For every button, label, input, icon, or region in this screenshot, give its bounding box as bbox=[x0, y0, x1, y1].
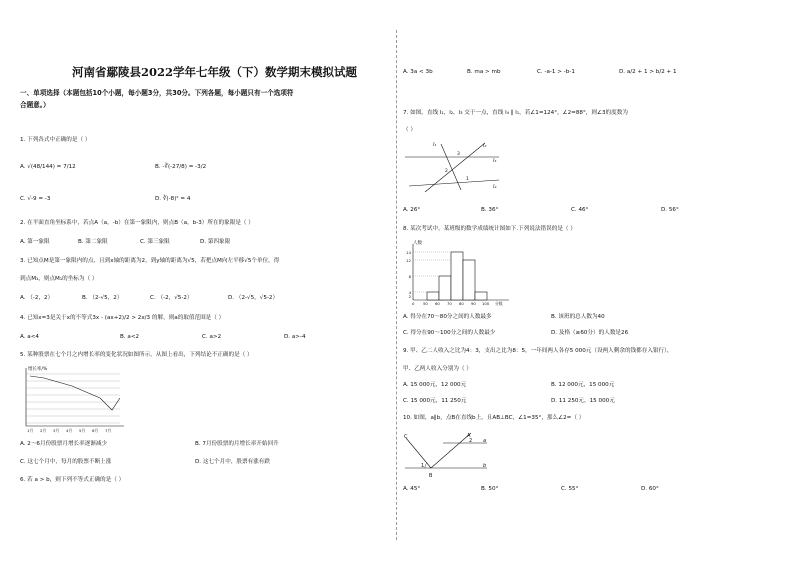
q1-option-a: A. √(48/144) = 7/12 bbox=[20, 164, 76, 170]
q1-option-c: C. √-9 = -3 bbox=[20, 196, 51, 202]
q4-option-c: C. a>2 bbox=[202, 334, 222, 340]
svg-text:2月: 2月 bbox=[40, 428, 47, 433]
q2-option-c: C. 第三象限 bbox=[140, 239, 170, 245]
q7-angle-2: 2 bbox=[445, 169, 448, 174]
q10-angle-1: 1 bbox=[421, 463, 425, 469]
section-heading-line1: 一、单项选择（本题包括10个小题，每小题3分，共30分。下列各题，每小题只有一个选项符 bbox=[20, 89, 294, 97]
q2-option-b: B. 第二象限 bbox=[78, 239, 108, 245]
q3-stem-line1: 3. 已知点M是第一象限内的点，且到x轴的距离为2，到y轴的距离为√5，若把点M向左平移√5个单位，得 bbox=[20, 258, 280, 264]
q7-label-l4: l₄ bbox=[493, 184, 497, 190]
q7-option-c: C. 46° bbox=[571, 207, 589, 213]
q3-option-c: C. （-2，√5-2） bbox=[150, 295, 193, 301]
q8-bar-90-100 bbox=[475, 292, 487, 300]
q7-stem-line1: 7. 如图，直线 l₁，l₂，l₃ 交于一点，直线 l₄ ∥ l₁，若∠1=124°，∠2=88°，则∠3的度数为 bbox=[403, 110, 628, 116]
q7-label-l3: l₃ bbox=[493, 158, 497, 164]
q5-ylabel: 增长率/% bbox=[28, 367, 48, 372]
q8-ytick-2: 2 bbox=[408, 294, 411, 299]
q7-figure bbox=[403, 138, 503, 196]
q3-option-a: A. （-2，2） bbox=[20, 295, 54, 301]
q8-bar-70-80 bbox=[451, 252, 463, 300]
q4-option-b: B. a<2 bbox=[120, 334, 140, 340]
q10-stem: 10. 如图，a∥b，点B在直线b上，且AB⊥BC，∠1=35°，那么∠2=（ ） bbox=[403, 415, 585, 421]
q6-stem: 6. 若 a > b，则下列不等式正确的是（ ） bbox=[20, 477, 125, 483]
q8-xtick-90: 90 bbox=[471, 301, 476, 306]
q10-segment-ba bbox=[431, 433, 471, 468]
q5-option-d: D. 这七个月中，股票有涨有跌 bbox=[195, 459, 270, 465]
q10-option-b: B. 50° bbox=[481, 486, 499, 492]
q8-xtick-70: 70 bbox=[447, 301, 452, 306]
q10-label-line-a: a bbox=[483, 438, 487, 444]
q2-option-d: D. 第四象限 bbox=[200, 239, 231, 245]
q4-stem: 4. 已知x=3是关于x的不等式3x - (ax+2)/2 > 2x/3 的解，则a的取值范围是（ ） bbox=[20, 315, 225, 321]
q8-option-c: C. 得分在90～100分之间的人数最少 bbox=[403, 330, 496, 336]
q8-ytick-8: 8 bbox=[408, 274, 411, 279]
q8-histogram bbox=[403, 236, 523, 308]
q8-xtick-80: 80 bbox=[459, 301, 464, 306]
q8-ytick-14: 14 bbox=[406, 250, 411, 255]
q8-bar-80-90 bbox=[463, 260, 475, 300]
q5-xlabels bbox=[27, 428, 111, 433]
q8-xtick-60: 60 bbox=[435, 301, 440, 306]
q7-line-l4 bbox=[409, 180, 499, 186]
q8-xtick-50: 50 bbox=[423, 301, 428, 306]
q8-option-b: B. 该班的总人数为40 bbox=[551, 314, 605, 320]
q2-stem: 2. 在平面直角坐标系中，若点A（a，-b）在第一象限内，则点B（a，b-3）所在的象限是（ ） bbox=[20, 220, 254, 226]
q7-option-b: B. 36° bbox=[481, 207, 499, 213]
q5-option-b: B. 7月份股票的月增长率开始回升 bbox=[195, 441, 279, 447]
svg-text:1月: 1月 bbox=[27, 428, 34, 433]
q10-option-c: C. 55° bbox=[561, 486, 579, 492]
q7-line-l2 bbox=[425, 143, 485, 192]
q9-stem-line2: 甲、乙两人收入分别为（ ） bbox=[403, 366, 472, 372]
q8-stem: 8. 某次考试中，某班级的数学成绩统计图如下.下列说法错误的是（ ） bbox=[403, 226, 576, 232]
q7-option-a: A. 26° bbox=[403, 207, 421, 213]
q9-option-c: C. 15 000元，11 250元 bbox=[403, 398, 467, 404]
svg-text:3月: 3月 bbox=[53, 428, 60, 433]
q8-option-a: A. 得分在70～80分之间的人数最多 bbox=[403, 314, 492, 320]
q6-option-b: B. ma > mb bbox=[467, 69, 501, 75]
q9-option-d: D. 11 250元，15 000元 bbox=[551, 398, 615, 404]
q1-option-b: B. -∛(-27/8) = -3/2 bbox=[155, 164, 207, 170]
q10-label-b-point: B bbox=[429, 473, 433, 479]
q8-option-d: D. 及格（≥60分）的人数是26 bbox=[551, 330, 629, 336]
q10-angle-2: 2 bbox=[469, 438, 473, 444]
q8-bar-50-60 bbox=[427, 292, 439, 300]
q8-bar-60-70 bbox=[439, 276, 451, 300]
q7-label-l1: l₁ bbox=[433, 142, 437, 148]
section-heading-line2: 合题意。） bbox=[20, 101, 50, 109]
q2-option-a: A. 第一象限 bbox=[20, 239, 50, 245]
right-column bbox=[397, 0, 794, 562]
q9-option-b: B. 12 000元，15 000元 bbox=[551, 382, 615, 388]
q8-xunit: 分数 bbox=[495, 301, 503, 306]
q6-option-d: D. a/2 + 1 > b/2 + 1 bbox=[619, 69, 677, 75]
q10-label-c: C bbox=[404, 434, 408, 440]
q8-ylabel: 人数 bbox=[413, 241, 422, 246]
q7-angle-3: 3 bbox=[457, 152, 460, 157]
q10-segment-cb bbox=[406, 438, 431, 468]
svg-text:6月: 6月 bbox=[92, 428, 99, 433]
q8-xtick-0: 0 bbox=[412, 301, 415, 306]
q7-label-l2: l₂ bbox=[483, 143, 487, 149]
svg-text:4月: 4月 bbox=[66, 428, 73, 433]
q3-stem-line2: 到点M₁，则点M₁的坐标为（ ） bbox=[20, 276, 98, 282]
q10-figure bbox=[403, 426, 493, 480]
q10-option-d: D. 60° bbox=[641, 486, 659, 492]
q8-ytick-4: 4 bbox=[408, 290, 411, 295]
q10-label-a-point: A bbox=[467, 433, 471, 439]
q4-option-d: D. a>-4 bbox=[284, 334, 306, 340]
q8-ytick-12: 12 bbox=[406, 258, 411, 263]
q3-option-d: D. （2-√5，√5-2） bbox=[228, 295, 279, 301]
q5-option-c: C. 这七个月中，每月的股票不断上涨 bbox=[20, 459, 112, 465]
q10-label-line-b: b bbox=[483, 463, 487, 469]
q9-stem: 9. 甲、乙二人收入之比为4：3，支出之比为8：5，一年间两人各存5 000元（设两人剩余的钱都存入银行）， bbox=[403, 348, 673, 354]
q6-option-c: C. -a-1 > -b-1 bbox=[537, 69, 575, 75]
q7-option-d: D. 56° bbox=[661, 207, 679, 213]
q7-angle-1: 1 bbox=[466, 177, 469, 182]
q9-option-a: A. 15 000元，12 000元 bbox=[403, 382, 467, 388]
q4-option-a: A. a<4 bbox=[20, 334, 39, 340]
q7-stem-line2: （ ） bbox=[403, 127, 416, 133]
q5-line-graph bbox=[20, 364, 130, 436]
page-title: 河南省鄢陵县2022学年七年级（下）数学期末模拟试题 bbox=[72, 65, 358, 79]
svg-text:7月: 7月 bbox=[105, 428, 112, 433]
q8-xtick-100: 100 bbox=[482, 301, 490, 306]
q10-option-a: A. 45° bbox=[403, 486, 421, 492]
q6-option-a: A. 3a < 3b bbox=[403, 69, 433, 75]
q3-option-b: B. （2-√5，2） bbox=[82, 295, 123, 301]
svg-text:5月: 5月 bbox=[79, 428, 86, 433]
q5-option-a: A. 2～6月份股票月增长率逐渐减少 bbox=[20, 441, 108, 447]
q5-stem: 5. 某种股票在七个月之内增长率的变化状况如图所示，从图上看出，下列结论不正确的是（ ） bbox=[20, 352, 253, 358]
q5-gridlines bbox=[26, 374, 120, 423]
q1-option-d: D. ∛(-8)² = 4 bbox=[155, 196, 191, 202]
q1-stem: 1. 下列各式中正确的是（ ） bbox=[20, 137, 91, 143]
